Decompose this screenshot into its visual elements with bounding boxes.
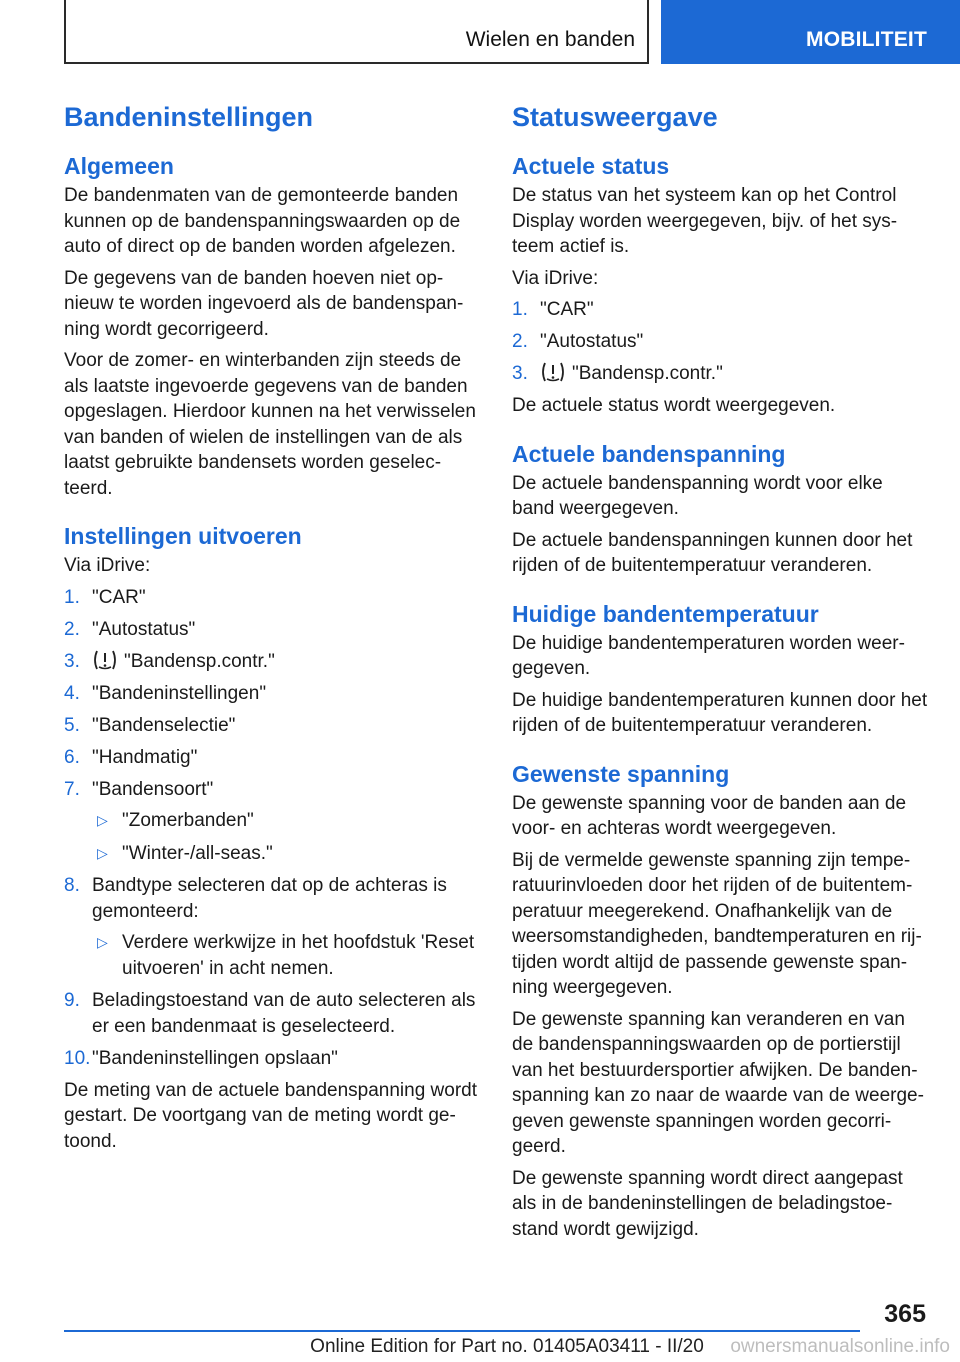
list-item (64, 713, 482, 739)
sub-list-item (92, 930, 482, 981)
paragraph: De meting van de actuele bandenspanning wordt gestart. De voortgang van de meting wordt getoond. (64, 1079, 478, 1152)
paragraph: De gewenste spanning kan veranderen en van de bandenspanningswaarden op de portierstijl van het bestuurdersportier afwijken. De bandenspanning kan zo naar de waarde van de weergegeven gewenste spanningen worden gecorrigeerd. (512, 1008, 924, 1157)
list-item (512, 329, 930, 355)
list-item (64, 745, 482, 771)
steps-list (64, 585, 482, 1072)
step-text: "Bandensp.contr." (572, 363, 723, 384)
list-item (64, 585, 482, 611)
section-title-statusweergave: Statusweergave (512, 102, 718, 132)
section-title-bandeninstellingen: Bandeninstellingen (64, 102, 314, 132)
step-text: "Bandeninstellingen" (92, 682, 267, 704)
sub-list-item (92, 841, 482, 867)
triangle-bullet-icon: ▷ (97, 934, 108, 950)
step-number: 2. (512, 331, 528, 352)
heading-gewenste-spanning: Gewenste spanning (512, 760, 730, 787)
tire-pressure-warning-icon (92, 649, 118, 671)
paragraph: De actuele status wordt weergegeven. (512, 395, 836, 416)
paragraph: De gewenste spanning wordt direct aangepast als in de bandeninstellingen de beladingstoestand wordt gewijzigd. (512, 1167, 903, 1240)
sub-item-text: "Zomerbanden" (122, 810, 254, 831)
header-section-box (64, 0, 649, 64)
paragraph: Via iDrive: (64, 555, 151, 576)
sub-list-item (92, 808, 482, 834)
step-text: "Autostatus" (92, 618, 196, 640)
step-number: 10. (64, 1047, 91, 1069)
header-section-title: Wielen en banden (465, 28, 635, 51)
footer-edition-text: Online Edition for Part no. 01405A03411 - II/20 (310, 1336, 704, 1357)
list-item (64, 1046, 482, 1072)
step-number: 6. (64, 746, 80, 768)
heading-actuele-status: Actuele status (512, 153, 670, 179)
paragraph: Voor de zomer- en winterbanden zijn steeds de als laatste ingevoerde gegevens van de banden opgeslagen. Hierdoor kunnen na het verwisselen van banden of wielen de instellingen van de als laatst gebruikte bandensets worden geselecteerd. (64, 350, 476, 499)
paragraph: Via iDrive: (512, 267, 599, 289)
list-item (64, 649, 482, 675)
list-item (64, 988, 482, 1039)
triangle-bullet-icon: ▷ (97, 812, 108, 828)
paragraph: Bij de vermelde gewenste spanning zijn temperatuurinvloeden door het rijden of de buitentemperatuur meegerekend. Onafhankelijk van de weersomstandigheden, bandtemperaturen en rijtijden wordt altijd de passende gewenste spanning weergegeven. (512, 849, 922, 998)
paragraph: De actuele bandenspanning wordt voor elke band weergegeven. (512, 472, 883, 519)
step-number: 2. (64, 618, 80, 640)
triangle-bullet-icon: ▷ (97, 844, 108, 861)
list-item (64, 777, 482, 867)
step-number: 9. (64, 990, 80, 1011)
header-chapter-title: MOBILITEIT (806, 28, 927, 51)
list-item (64, 617, 482, 643)
paragraph: De gewenste spanning voor de banden aan de voor- en achteras wordt weergegeven. (512, 792, 907, 839)
sub-list (92, 808, 482, 866)
step-text: "CAR" (92, 586, 146, 608)
step-number: 1. (64, 586, 80, 608)
step-text: Beladingstoestand van de auto selecteren als er een bandenmaat is geselecteerd. (92, 990, 476, 1037)
step-number: 3. (512, 363, 528, 384)
paragraph: De huidige bandentemperaturen worden weergegeven. (512, 632, 905, 679)
steps-list (512, 297, 930, 387)
paragraph: De bandenmaten van de gemonteerde banden kunnen op de bandenspanningswaarden op de auto of direct op de banden worden afgelezen. (64, 185, 461, 257)
list-item (64, 681, 482, 707)
sub-item-text: Verdere werkwijze in het hoofdstuk 'Reset uitvoeren' in acht nemen. (122, 932, 475, 979)
step-number: 1. (512, 299, 528, 320)
step-text: "Bandensoort" (92, 778, 214, 800)
watermark-text: ownersmanualsonline.info (730, 1336, 950, 1357)
paragraph: De status van het systeem kan op het Control Display worden weergegeven, bijv. of het systeem actief is. (512, 185, 898, 257)
list-item (64, 873, 482, 981)
list-item (512, 361, 930, 387)
left-column (64, 100, 482, 1160)
step-text: "Bandenselectie" (92, 714, 236, 736)
footer-divider (64, 1330, 860, 1332)
sub-item-text: "Winter-/all-seas." (122, 842, 273, 864)
step-text: "Bandeninstellingen opslaan" (92, 1047, 338, 1069)
step-number: 7. (64, 778, 80, 800)
tire-pressure-warning-icon (540, 361, 566, 383)
heading-instellingen-uitvoeren: Instellingen uitvoeren (64, 523, 302, 549)
page-number: 365 (884, 1300, 926, 1328)
sub-list (92, 930, 482, 981)
step-text: "Bandensp.contr." (124, 650, 275, 672)
step-number: 4. (64, 682, 80, 704)
step-text: "CAR" (540, 299, 594, 320)
paragraph: De actuele bandenspanningen kunnen door het rijden of de buitentemperatuur veranderen. (512, 529, 913, 576)
heading-algemeen: Algemeen (64, 153, 174, 179)
step-number: 3. (64, 650, 80, 672)
list-item (512, 297, 930, 323)
header-chapter-tab (661, 0, 960, 64)
step-number: 5. (64, 714, 80, 736)
heading-huidige-bandentemperatuur: Huidige bandentemperatuur (512, 600, 819, 627)
paragraph: De gegevens van de banden hoeven niet opnieuw te worden ingevoerd als de bandenspanning wordt gecorrigeerd. (64, 267, 464, 340)
step-text: "Autostatus" (540, 331, 644, 352)
step-number: 8. (64, 875, 80, 896)
step-text: Bandtype selecteren dat op de achteras is gemonteerd: (92, 875, 447, 922)
paragraph: De huidige bandentemperaturen kunnen door het rijden of de buitentemperatuur veranderen. (512, 689, 928, 736)
step-text: "Handmatig" (92, 746, 198, 768)
right-column (512, 100, 930, 1248)
heading-actuele-bandenspanning: Actuele bandenspanning (512, 440, 786, 467)
